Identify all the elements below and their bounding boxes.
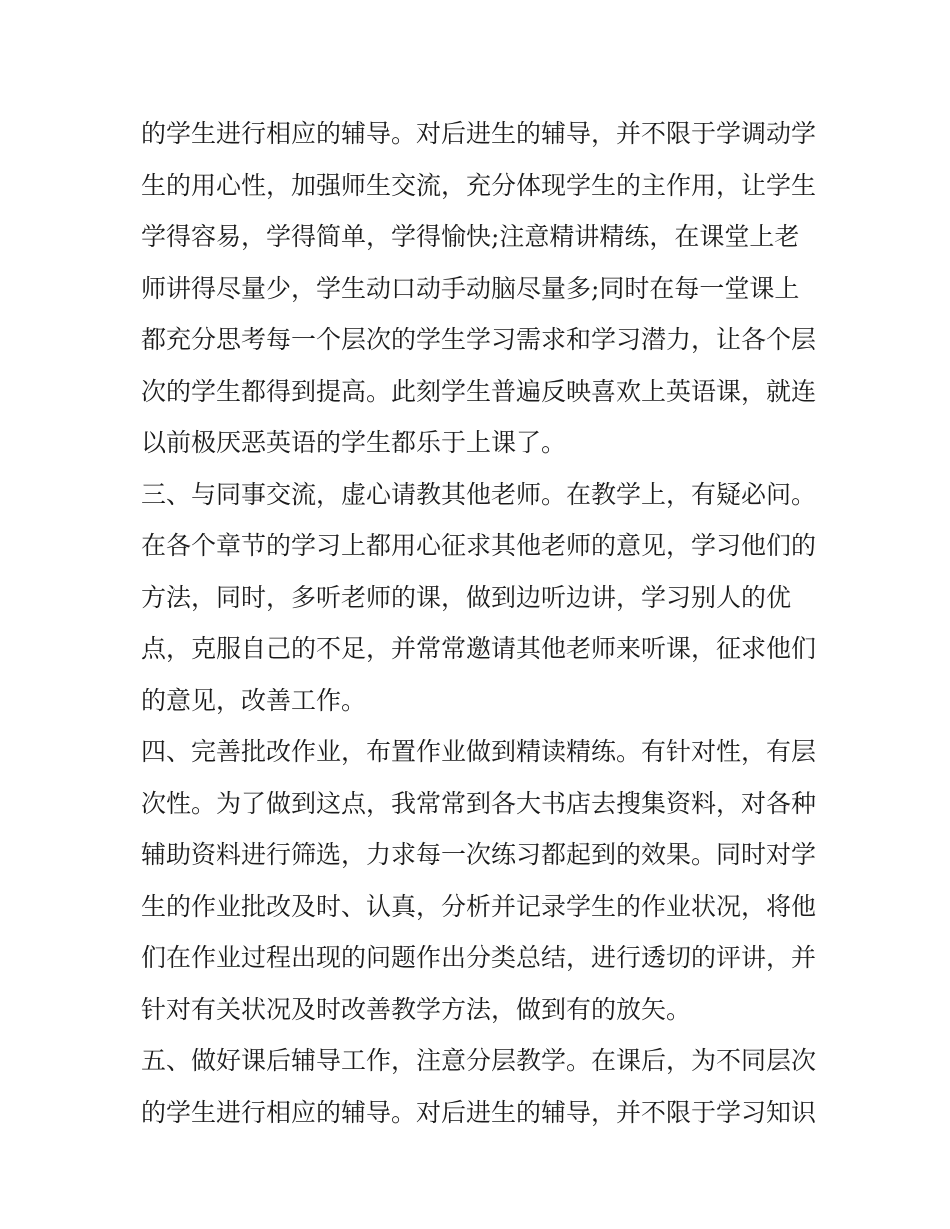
text-line: 的学生进行相应的辅导。对后进生的辅导，并不限于学习知识: [141, 1097, 817, 1127]
document-body: [141, 108, 821, 1138]
text-line: 以前极厌恶英语的学生都乐于上课了。: [141, 428, 567, 457]
text-line: 们在作业过程出现的问题作出分类总结，进行透切的评讲，并: [141, 943, 817, 972]
section-heading-line: 三、与同事交流，虚心请教其他老师。在教学上，有疑必问。: [141, 479, 817, 509]
text-line: 的学生进行相应的辅导。对后进生的辅导，并不限于学调动学: [141, 119, 817, 148]
text-line: 针对有关状况及时改善教学方法，做到有的放矢。: [141, 994, 692, 1024]
text-line: 次的学生都得到提高。此刻学生普遍反映喜欢上英语课，就连: [141, 376, 817, 406]
text-line: 都充分思考每一个层次的学生学习需求和学习潜力，让各个层: [141, 325, 817, 354]
text-line: 方法，同时，多听老师的课，做到边听边讲，学习别人的优: [141, 582, 792, 612]
text-line: 学得容易，学得简单，学得愉快;注意精讲精练，在课堂上老: [141, 222, 800, 251]
section-heading-line: 五、做好课后辅导工作，注意分层教学。在课后，为不同层次: [141, 1046, 817, 1075]
text-line: 次性。为了做到这点，我常常到各大书店去搜集资料，对各种: [141, 788, 817, 818]
text-line: 点，克服自己的不足，并常常邀请其他老师来听课，征求他们: [141, 634, 817, 663]
text-line: 生的用心性，加强师生交流，充分体现学生的主作用，让学生: [141, 170, 817, 200]
text-line: 辅助资料进行筛选，力求每一次练习都起到的效果。同时对学: [141, 840, 817, 869]
text-line: 在各个章节的学习上都用心征求其他老师的意见，学习他们的: [141, 531, 817, 560]
section-heading-line: 四、完善批改作业，布置作业做到精读精练。有针对性，有层: [141, 737, 817, 766]
text-line: 的意见，改善工作。: [141, 685, 367, 715]
text-line: 师讲得尽量少，学生动口动手动脑尽量多;同时在每一堂课上: [141, 273, 800, 303]
text-line: 生的作业批改及时、认真，分析并记录学生的作业状况，将他: [141, 891, 817, 921]
